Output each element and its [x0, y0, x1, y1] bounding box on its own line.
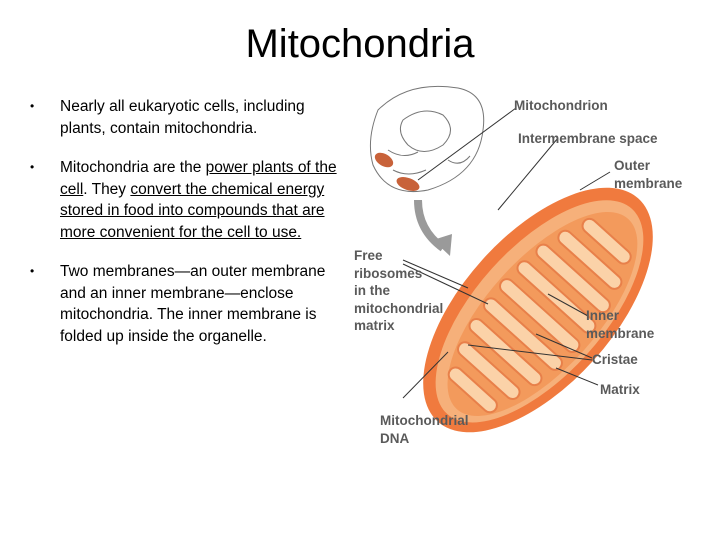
mitochondrion-diagram — [348, 80, 720, 460]
bullet-list — [30, 96, 342, 365]
bullet-text: are the — [148, 159, 206, 176]
label-mitochondrion: Mitochondrion — [514, 98, 608, 113]
bullet-highlight: mitochondria — [164, 119, 254, 137]
bullet-dot: • — [30, 99, 35, 113]
bullet-item — [30, 157, 342, 243]
underlined-phrase: power plants of the cell — [60, 159, 337, 198]
label-mitochondrial-dna: Mitochondrial DNA — [380, 413, 469, 446]
slide-title: Mitochondria — [245, 22, 475, 66]
label-cristae: Cristae — [592, 352, 638, 367]
label-free-ribosomes: Free ribosomes in the mitochondrial matrix — [354, 248, 444, 333]
cell-sketch — [370, 86, 483, 191]
bullet-item — [30, 261, 342, 347]
bullet-text: . They — [83, 180, 131, 198]
label-outer-membrane: Outer membrane — [614, 158, 683, 191]
bullet-dot: • — [30, 160, 35, 174]
bullet-highlight: Mitochondria — [60, 159, 149, 176]
label-matrix: Matrix — [600, 382, 640, 397]
bullet-text-end: . — [253, 119, 258, 137]
underlined-phrase: convert the chemical energy stored in food into compounds that are more convenient for the cell to use. — [60, 180, 325, 241]
bullet-item — [30, 96, 342, 139]
label-inner-membrane: Inner membrane — [586, 308, 655, 341]
bullet-text: Nearly all eukaryotic cells, including plants, contain — [60, 98, 305, 137]
bullet-text: Two membranes—an outer membrane and an inner membrane—enclose mitochondria. The inner membrane is folded up inside the organelle. — [60, 263, 326, 345]
label-intermembrane-space: Intermembrane space — [518, 131, 658, 146]
bullet-dot: • — [30, 264, 35, 278]
